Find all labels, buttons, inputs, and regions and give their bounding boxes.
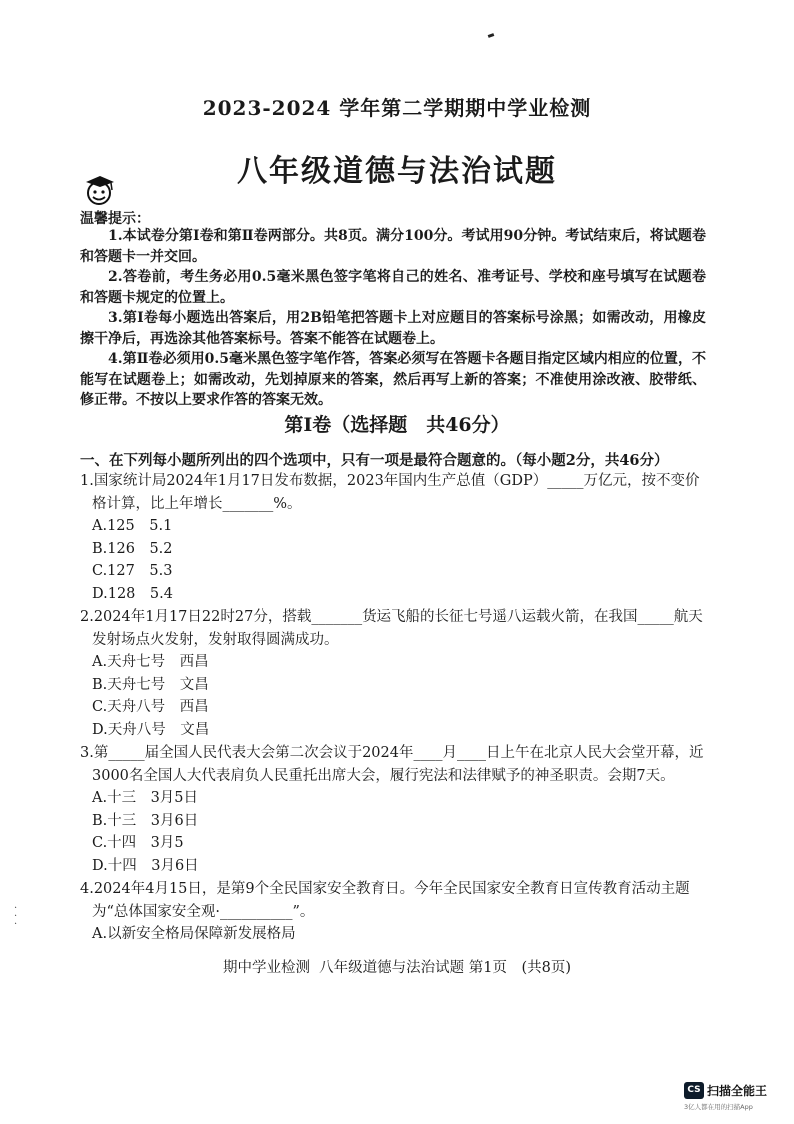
option-c: C.十四 3月5 <box>92 835 184 851</box>
exam-title-line1: 2023-2024 学年第二学期期中学业检测 <box>202 96 592 120</box>
smiley-graduate-icon <box>80 170 120 210</box>
option-c: C.天舟八号 西昌 <box>92 699 209 715</box>
exam-title-line2: 八年级道德与法治试题 <box>237 154 557 189</box>
option-d: D.128 5.4 <box>92 585 173 602</box>
margin-speckles: · · · <box>14 903 18 930</box>
option-a: A.天舟七号 西昌 <box>92 654 209 670</box>
option-a: A.十三 3月5日 <box>92 790 199 806</box>
tip-item: 2.答卷前，考生务必用0.5毫米黑色签字笔将自己的姓名、准考证号、学校和座号填写在试题卷和答题卡规定的位置上。 <box>80 269 706 306</box>
question-stem: 2.2024年1月17日22时27分，搭载_______货运飞船的长征七号遥八运载火箭，在我国_____航天发射场点火发射，发射取得圆满成功。 <box>80 609 703 648</box>
tips-heading: 温馨提示： <box>80 211 150 227</box>
scanner-tagline: 3亿人都在用的扫描App <box>684 1103 753 1111</box>
tips-list <box>80 226 706 411</box>
option-d: D.天舟八号 文昌 <box>92 721 210 738</box>
question-4 <box>80 878 710 946</box>
question-3 <box>80 742 710 877</box>
option-a: A.125 5.1 <box>92 518 173 534</box>
option-d: D.十四 3月6日 <box>92 857 199 874</box>
question-stem: 3.第_____届全国人民代表大会第二次会议于2024年____月____日上午在北京人民大会堂开幕，近3000名全国人大代表肩负人民重托出席大会，履行宪法和法律赋予的神圣职责。会期7天。 <box>80 745 704 784</box>
option-b: B.天舟七号 文昌 <box>92 676 209 693</box>
scan-speck <box>488 33 495 38</box>
question-stem: 1.国家统计局2024年1月17日发布数据，2023年国内生产总值（GDP）_____万亿元，按不变价格计算，比上年增长_______%。 <box>80 473 700 512</box>
question-list <box>80 470 710 947</box>
option-c: C.127 5.3 <box>92 563 173 579</box>
page-footer: 期中学业检测 八年级道德与法治试题 第1页 (共8页) <box>222 960 572 976</box>
part-instruction: 一、在下列每小题所列出的四个选项中，只有一项是最符合题意的。（每小题2分，共46分） <box>80 452 669 469</box>
section-title: 第Ⅰ卷（选择题 共46分） <box>284 414 510 436</box>
camscanner-logo-icon: CS <box>684 1082 704 1099</box>
option-b: B.126 5.2 <box>92 540 173 557</box>
option-a: A.以新安全格局保障新发展格局 <box>92 926 296 942</box>
question-stem: 4.2024年4月15日，是第9个全民国家安全教育日。今年全民国家安全教育日宣传教育活动主题为“总体国家安全观·__________”。 <box>80 881 690 920</box>
question-1 <box>80 470 710 605</box>
tip-item: 3.第Ⅰ卷每小题选出答案后，用2B铅笔把答题卡上对应题目的答案标号涂黑；如需改动，用橡皮擦干净后，再选涂其他答案标号。答案不能答在试题卷上。 <box>80 310 706 347</box>
tip-item: 4.第Ⅱ卷必须用0.5毫米黑色签字笔作答，答案必须写在答题卡各题目指定区域内相应的位置，不能写在试题卷上；如需改动，先划掉原来的答案，然后再写上新的答案；不准使用涂改液、胶带纸、修正带。不按以上要求作答的答案无效。 <box>80 351 706 408</box>
tip-item: 1.本试卷分第Ⅰ卷和第Ⅱ卷两部分。共8页。满分100分。考试用90分钟。考试结束后，将试题卷和答题卡一并交回。 <box>80 228 706 265</box>
option-b: B.十三 3月6日 <box>92 812 199 829</box>
scanner-watermark <box>684 1080 767 1099</box>
question-2 <box>80 606 710 741</box>
scanner-app-name: 扫描全能王 <box>707 1084 768 1098</box>
